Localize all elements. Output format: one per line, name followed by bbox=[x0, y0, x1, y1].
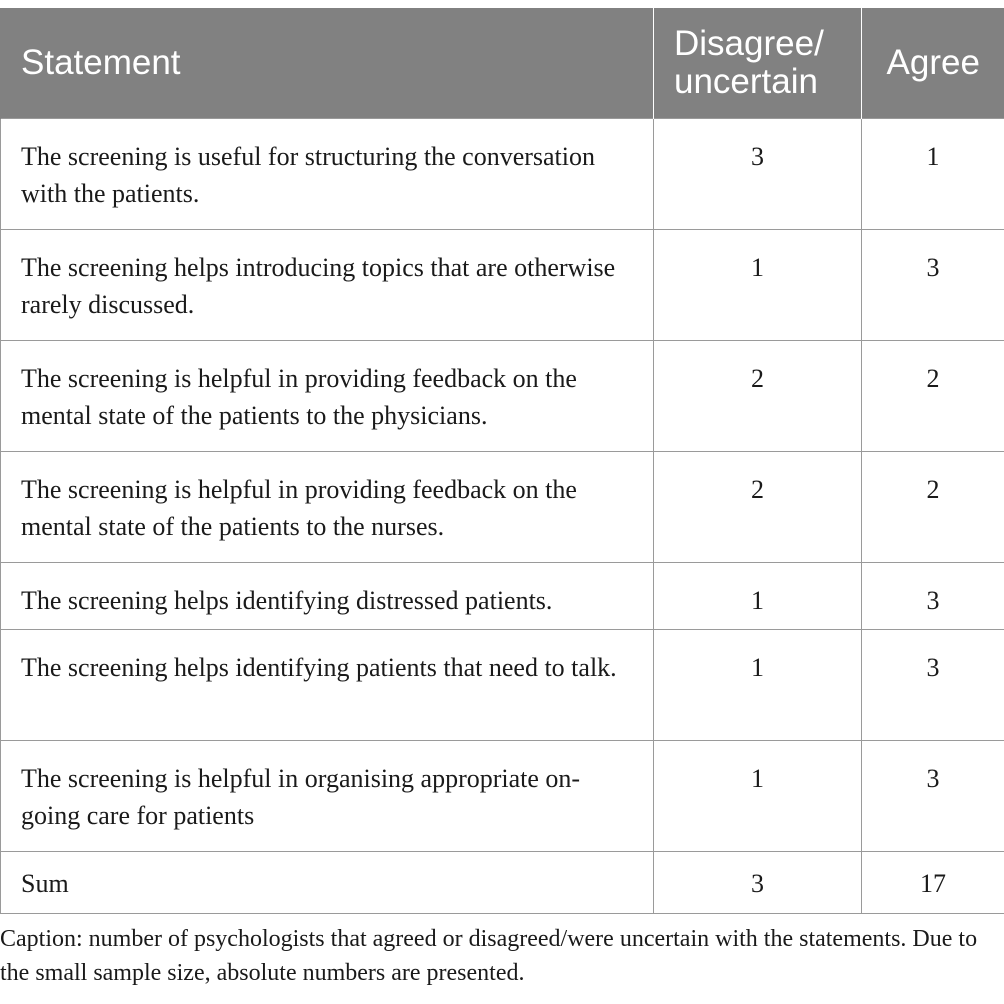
header-disagree-uncertain: Disagree/ uncertain bbox=[654, 8, 862, 118]
agree-cell: 3 bbox=[862, 229, 1004, 340]
disagree-cell: 1 bbox=[654, 629, 862, 740]
header-statement: Statement bbox=[1, 8, 654, 118]
table-row bbox=[1, 229, 1004, 340]
statement-cell: The screening is useful for structuring the conversation with the patients. bbox=[1, 118, 654, 229]
table-row bbox=[1, 562, 1004, 629]
statement-cell: The screening is helpful in providing feedback on the mental state of the patients to the physicians. bbox=[1, 340, 654, 451]
sum-agree: 17 bbox=[862, 851, 1004, 913]
header-agree: Agree bbox=[862, 8, 1004, 118]
statement-cell: The screening helps identifying distressed patients. bbox=[1, 562, 654, 629]
table-row bbox=[1, 629, 1004, 740]
sum-disagree: 3 bbox=[654, 851, 862, 913]
disagree-cell: 2 bbox=[654, 451, 862, 562]
statement-cell: The screening helps identifying patients that need to talk. bbox=[1, 629, 654, 740]
agree-cell: 3 bbox=[862, 740, 1004, 851]
table-header bbox=[1, 8, 1004, 118]
disagree-cell: 1 bbox=[654, 562, 862, 629]
statement-cell: The screening is helpful in organising appropriate on-going care for patients bbox=[1, 740, 654, 851]
sum-row bbox=[1, 851, 1004, 913]
statement-cell: The screening helps introducing topics that are otherwise rarely discussed. bbox=[1, 229, 654, 340]
statement-cell: The screening is helpful in providing feedback on the mental state of the patients to the nurses. bbox=[1, 451, 654, 562]
table-caption: Caption: number of psychologists that agreed or disagreed/were uncertain with the statements. Due to the small sample size, absolute numbers are presented. bbox=[0, 926, 978, 986]
table-row bbox=[1, 340, 1004, 451]
disagree-cell: 1 bbox=[654, 740, 862, 851]
sum-label: Sum bbox=[1, 851, 654, 913]
disagree-cell: 3 bbox=[654, 118, 862, 229]
table-row bbox=[1, 740, 1004, 851]
agree-cell: 3 bbox=[862, 629, 1004, 740]
table-body bbox=[1, 118, 1004, 913]
agree-cell: 1 bbox=[862, 118, 1004, 229]
header-row bbox=[1, 8, 1004, 118]
agree-cell: 3 bbox=[862, 562, 1004, 629]
table-row bbox=[1, 118, 1004, 229]
agree-cell: 2 bbox=[862, 451, 1004, 562]
survey-table bbox=[0, 8, 1004, 914]
statements-table bbox=[0, 8, 1004, 914]
agree-cell: 2 bbox=[862, 340, 1004, 451]
disagree-cell: 2 bbox=[654, 340, 862, 451]
table-row bbox=[1, 451, 1004, 562]
disagree-cell: 1 bbox=[654, 229, 862, 340]
